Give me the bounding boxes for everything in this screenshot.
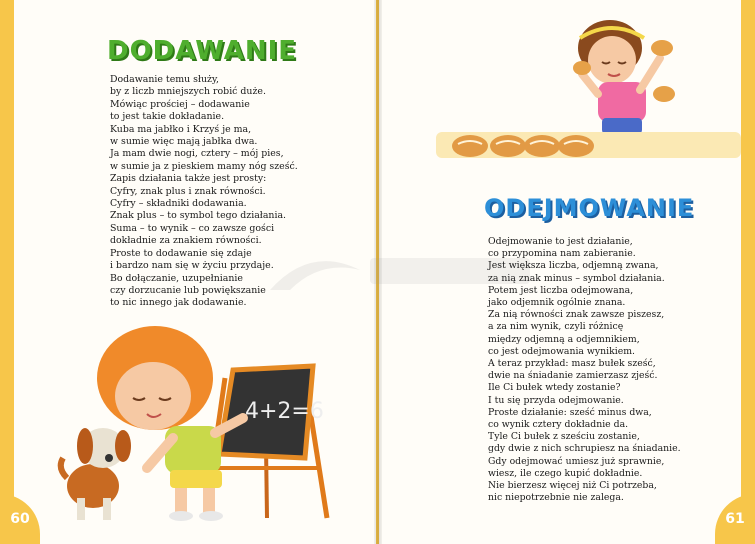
poem-line: w sumie więc mają jabłka dwa. (110, 136, 258, 148)
poem-line: gdy dwie z nich schrupiesz na śniadanie. (488, 443, 681, 455)
poem-line: między odjemną a odjemnikiem, (488, 333, 640, 345)
poem-line: Cyfry – składniki dodawania. (110, 198, 247, 210)
chalkboard-equation: 4+2=6 (245, 399, 324, 424)
bun-icon (452, 135, 488, 157)
poem-line: dwie na śniadanie zamierzasz zjeść. (488, 370, 658, 382)
poem-line: Gdy odejmować umiesz już sprawnie, (488, 455, 665, 467)
poem-line: Jest większa liczba, odjemną zwana, (488, 260, 659, 272)
poem-line: nic niepotrzebnie nie zalega. (488, 492, 624, 504)
poem-line: co jest odejmowania wynikiem. (488, 345, 635, 357)
bun-icon (490, 135, 526, 157)
poem-line: Nie bierzesz więcej niż Ci potrzeba, (488, 480, 657, 492)
poem-odejmowanie (488, 236, 681, 504)
poem-line: a za nim wynik, czyli różnicę (488, 321, 624, 333)
bun-icon (524, 135, 560, 157)
poem-line: A teraz przykład: masz bułek sześć, (488, 358, 656, 370)
bun-icon (651, 40, 673, 56)
poem-line: co przypomina nam zabieranie. (488, 248, 636, 260)
boy-dog-chalkboard-illustration (55, 318, 345, 524)
poem-line: wiesz, ile czego kupić dokładnie. (488, 467, 643, 479)
title-dodawanie: DODAWANIE (107, 36, 298, 66)
poem-line: to nic innego jak dodawanie. (110, 297, 247, 309)
buns-on-table-illustration (436, 128, 741, 172)
poem-line: dokładnie za znakiem równości. (110, 235, 262, 247)
poem-line: I tu się przyda odejmowanie. (488, 394, 624, 406)
poem-line: Kuba ma jabłko i Krzyś je ma, (110, 123, 252, 135)
poem-line: Bo dołączanie, uzupełnianie (110, 272, 243, 284)
poem-line: Mówiąc prościej – dodawanie (110, 98, 250, 110)
poem-line: jako odjemnik ogólnie znana. (488, 297, 626, 309)
title-odejmowanie: ODEJMOWANIE (484, 194, 695, 222)
poem-line: Cyfry, znak plus i znak równości. (110, 185, 266, 197)
page-number-left: 60 (0, 494, 40, 544)
bun-icon (558, 135, 594, 157)
poem-line: Dodawanie temu służy, (110, 74, 220, 85)
chalkboard (205, 366, 327, 518)
page-number-right: 61 (715, 494, 755, 544)
bun-icon (573, 61, 591, 75)
bun-icon (653, 86, 675, 102)
poem-line: za nią znak minus – symbol działania. (488, 272, 665, 284)
poem-line: czy dorzucanie lub powiększanie (110, 284, 266, 296)
poem-line: Ile Ci bułek wtedy zostanie? (488, 382, 621, 394)
girl-juggling-buns-illustration (568, 18, 678, 136)
poem-line: Zapis działania także jest prosty: (110, 173, 267, 185)
poem-line: by z liczb mniejszych robić duże. (110, 86, 266, 98)
poem-line: to jest takie dokładanie. (110, 111, 225, 123)
poem-line: Potem jest liczba odejmowana, (488, 284, 634, 296)
poem-line: Znak plus – to symbol tego działania. (110, 210, 287, 222)
poem-line: Suma – to wynik – co zawsze gości (110, 222, 275, 234)
poem-line: i bardzo nam się w życiu przydaje. (110, 260, 274, 272)
poem-line: Ja mam dwie nogi, cztery – mój pies, (110, 148, 284, 160)
poem-line: Tyle Ci bułek z sześciu zostanie, (488, 431, 640, 443)
poem-line: Proste działanie: sześć minus dwa, (488, 406, 652, 418)
poem-line: Odejmowanie to jest działanie, (488, 236, 633, 247)
boy-figure (97, 326, 243, 521)
poem-line: Proste to dodawanie się zdaje (110, 247, 252, 259)
dog-figure (61, 428, 131, 520)
poem-line: w sumie ja z pieskiem mamy nóg sześć. (110, 160, 298, 172)
poem-dodawanie (110, 74, 298, 310)
poem-line: Za nią równości znak zawsze piszesz, (488, 309, 665, 321)
poem-line: co wynik cztery dokładnie da. (488, 419, 629, 431)
